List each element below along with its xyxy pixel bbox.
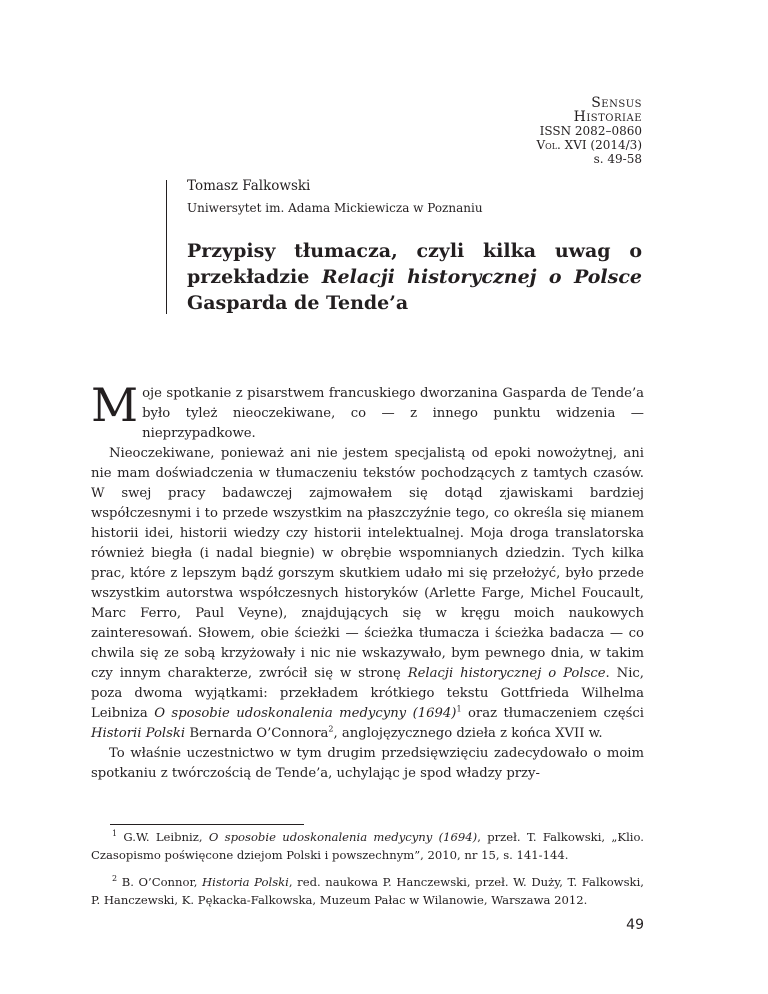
paragraph-2-text-c: oraz tłumaczeniem części xyxy=(461,706,645,721)
footnote-ref-1[interactable]: 1 xyxy=(456,704,462,714)
paragraph-2-text-a: Nieoczekiwane, ponieważ ani nie jestem specjalistą od epoki nowożytnej, ani nie mam doświadczenia w tłumaczeniu tekstów pochodzących z tamtych czasów. W swej pracy badawczej zajmowałem się dotąd zjawiskami bardziej współczesnymi i to przede wszystkim na płaszczyźnie tego, co określa się mianem historii idei, historii wiedzy czy historii intelektualnej. Moja droga translatorska również biegła (i nadal biegnie) w obrębie wspomnianych dziedzin. Tych kilka prac, które z lepszym bądź gorszym skutkiem udało mi się przełożyć, było przede wszystkim autorstwa współczesnych historyków (Arlette Farge, Michel Foucault, Marc Ferro, Paul Veyne), znajdujących się w kręgu moich naukowych zainteresowań. Słowem, obie ścieżki — ścieżka tłumacza i ścieżka badacza — co chwila się ze sobą krzyżowały i nic nie wskazywało, bym pewnego dnia, w takim czy innym charakterze, zwrócił się w stronę xyxy=(91,446,644,681)
journal-name-line1: Sensus xyxy=(591,95,642,111)
title-side-rule xyxy=(166,180,167,314)
paragraph-2-text-d: Bernarda O’Connora xyxy=(185,726,329,741)
footnote-2-italic: Historia Polski xyxy=(202,875,289,889)
drop-cap: M xyxy=(91,378,139,432)
footnote-separator xyxy=(110,824,304,825)
footnote-1-number: 1 xyxy=(112,829,118,839)
footnote-1-text-b: , przeł. T. Falkowski, „Klio. Czasopismo poświęcone dziejom Polski i powszechnym”, 2010, nr 15, s. 141-144. xyxy=(91,830,644,862)
footnote-1 xyxy=(91,828,644,864)
footnote-1-text-a: G.W. Leibniz, xyxy=(117,830,209,844)
author-affiliation: Uniwersytet im. Adama Mickiewicza w Poznaniu xyxy=(187,201,483,215)
footnote-2 xyxy=(91,873,644,909)
paragraph-3: To właśnie uczestnictwo w tym drugim przedsięwzięciu zadecydowało o moim spotkaniu z twórczością de Tende’a, uchylając je spod władzy przy- xyxy=(91,746,644,781)
footnote-2-number: 2 xyxy=(112,874,118,884)
article-body xyxy=(91,378,645,784)
paragraph-2-text-b: . Nic, poza dwoma wyjątkami: przekładem krótkiego tekstu Gottfrieda Wilhelma Leibniza xyxy=(91,666,644,721)
journal-pages: s. 49-58 xyxy=(593,152,642,166)
footnote-2-text-a: B. O’Connor, xyxy=(117,875,203,889)
title-part1: Przypisy tłumacza, czyli kilka uwag o przekładzie xyxy=(187,240,642,288)
footnote-1-italic: O sposobie udoskonalenia medycyny (1694) xyxy=(208,830,478,844)
paragraph-2-text-e: , anglojęzycznego dzieła z końca XVII w. xyxy=(333,726,603,741)
title-part2: Gasparda de Tende’a xyxy=(187,292,409,314)
journal-name-line2: Historiae xyxy=(573,109,642,125)
paragraph-1-text: oje spotkanie z pisarstwem francuskiego dworzanina Gasparda de Tende’a było tyleż nieoczekiwane, co — z innego punktu widzenia — nieprzypadkowe. xyxy=(142,386,644,441)
journal-header xyxy=(500,96,642,166)
paragraph-2-italic-2: O sposobie udoskonalenia medycyny (1694) xyxy=(154,706,457,721)
journal-issn: ISSN 2082–0860 xyxy=(539,124,642,138)
paragraph-1 xyxy=(91,378,644,444)
title-italic: Relacji historycznej o Polsce xyxy=(321,266,642,288)
footnote-2-text-b: , red. naukowa P. Hanczewski, przeł. W. Duży, T. Falkowski, P. Hanczewski, K. Pękacka-Falkowska, Muzeum Pałac w Wilanowie, Warszawa 2012. xyxy=(91,875,644,907)
paragraph-2-italic-1: Relacji historycznej o Polsce xyxy=(407,666,606,681)
page-number: 49 xyxy=(626,917,644,933)
article-title xyxy=(187,238,642,316)
footnote-ref-2[interactable]: 2 xyxy=(328,724,334,734)
paragraph-2 xyxy=(91,444,644,744)
author-name: Tomasz Falkowski xyxy=(187,178,311,194)
journal-volume: Vol. XVI (2014/3) xyxy=(536,138,642,152)
paragraph-2-italic-3: Historii Polski xyxy=(91,726,186,741)
